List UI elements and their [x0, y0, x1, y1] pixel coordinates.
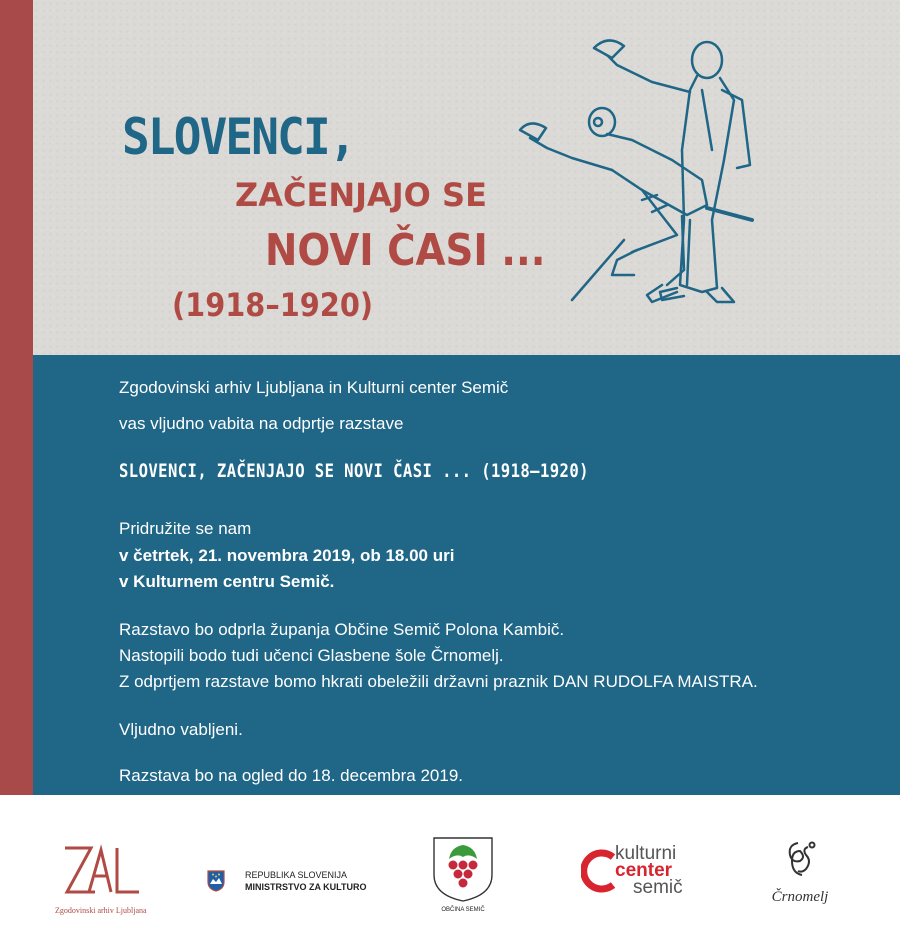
crnomelj-caption: Črnomelj [771, 889, 829, 905]
ministry-line-1: REPUBLIKA SLOVENIJA [245, 870, 348, 880]
title-novi-casi: NOVI ČASI ... [265, 225, 546, 276]
zal-caption: Zgodovinski arhiv Ljubljana [55, 906, 147, 915]
ministry-line-2: MINISTRSTVO ZA KULTURO [245, 882, 367, 892]
invite-line-2: vas vljudno vabita na odprtje razstave [119, 414, 404, 433]
semic-logo [428, 835, 498, 913]
kc-line-2: center [615, 860, 673, 881]
crnomelj-logo [760, 837, 840, 906]
bowing-men-illustration [512, 30, 802, 320]
music-school-clef-icon [778, 837, 822, 885]
kc-line-3: semič [633, 877, 683, 898]
event-place: v Kulturnem centru Semič. [119, 572, 335, 591]
paragraph-music: Nastopili bodo tudi učenci Glasbene šole Črnomelj. [119, 646, 504, 665]
event-date: v četrtek, 21. novembra 2019, ob 18.00 uri [119, 546, 455, 565]
zal-monogram-icon [55, 840, 145, 902]
kc-line-1: kulturni [615, 843, 677, 864]
title-zacenjajo: ZAČENJAJO SE [235, 176, 487, 214]
paragraph-holiday: Z odprtjem razstave bomo hkrati obeležili državni praznik DAN RUDOLFA MAISTRA. [119, 672, 758, 691]
title-years: (1918–1920) [172, 286, 374, 324]
paragraph-opening: Razstavo bo odprla županja Občine Semič Polona Kambič. [119, 620, 565, 639]
kc-letter-c-icon [581, 849, 619, 893]
exhibition-title: SLOVENCI, ZAČENJAJO SE NOVI ČASI ... (1918–1920) [119, 460, 589, 482]
title-slovenci: SLOVENCI, [122, 108, 355, 166]
join-us: Pridružite se nam [119, 519, 252, 538]
regards: Vljudno vabljeni. [119, 720, 243, 739]
semic-caption: OBČINA SEMIČ [441, 907, 485, 913]
left-red-stripe [0, 0, 33, 795]
invite-line-1: Zgodovinski arhiv Ljubljana in Kulturni center Semič [119, 378, 509, 397]
slovenia-coat-of-arms-icon [207, 870, 225, 892]
ministry-logo [207, 869, 367, 893]
exhibition-until: Razstava bo na ogled do 18. decembra 2019. [119, 766, 464, 785]
zal-logo [55, 840, 147, 915]
kulturni-center-logo [581, 845, 683, 896]
semic-grapes-shield-icon [431, 835, 495, 903]
sponsor-logos [0, 795, 900, 945]
